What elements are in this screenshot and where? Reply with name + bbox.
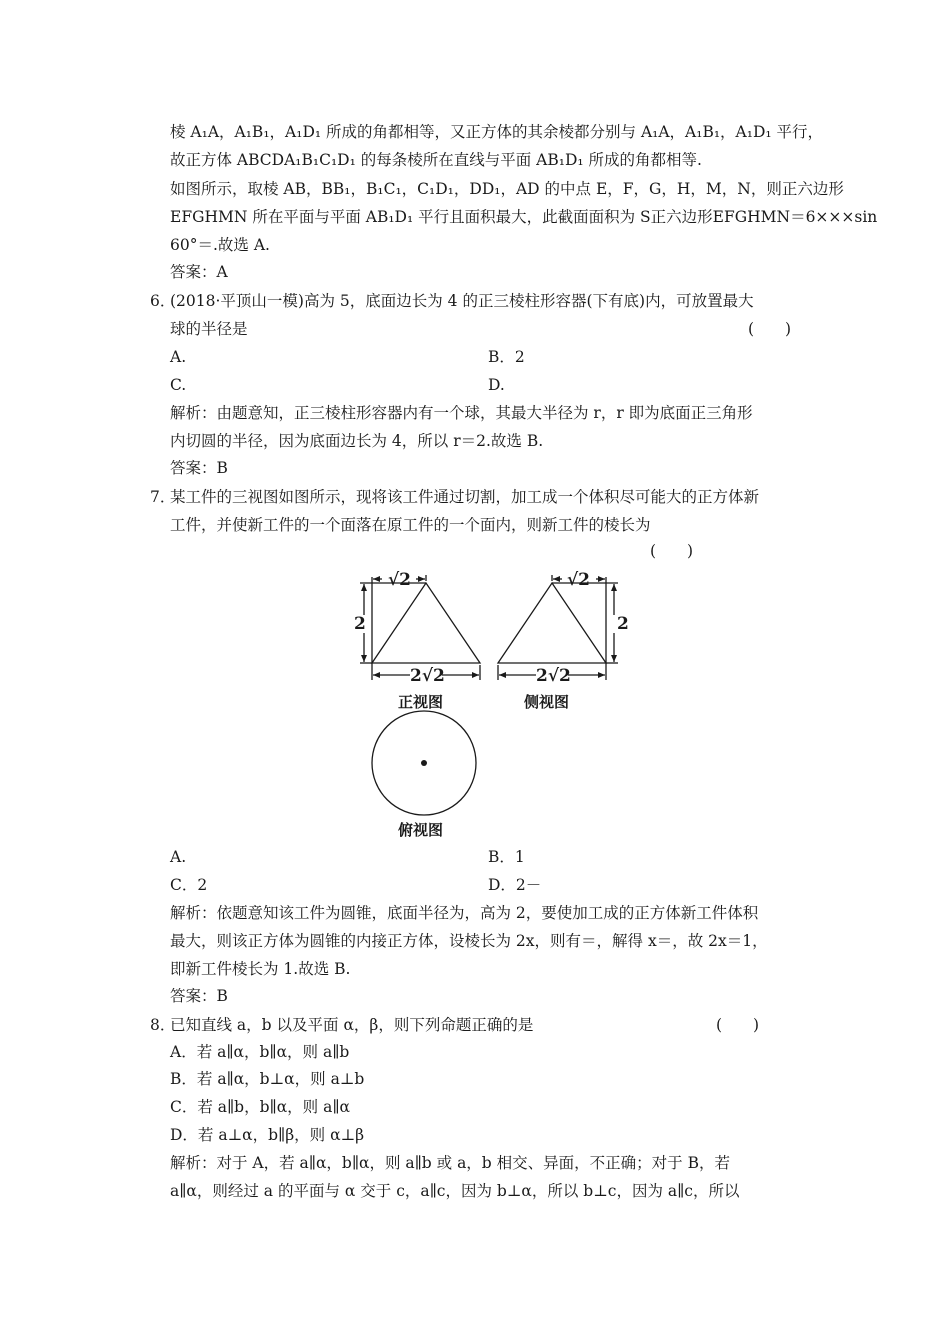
question-number: 7． [150, 488, 176, 506]
question-stem: 已知直线 a，b 以及平面 α，β，则下列命题正确的是 [170, 1016, 534, 1034]
question-stem: 工件，并使新工件的一个面落在原工件的一个面内，则新工件的棱长为 [170, 516, 651, 534]
option-c: C．2 [170, 876, 208, 894]
question-number: 6． [150, 292, 176, 310]
option-c: C. [170, 376, 187, 394]
question-stem: 某工件的三视图如图所示，现将该工件通过切割，加工成一个体积尽可能大的正方体新 [170, 488, 760, 506]
top-view-label: 俯视图 [398, 821, 444, 839]
analysis-line: 最大，则该正方体为圆锥的内接正方体，设棱长为 2x，则有＝，解得 x＝，故 2x＝1， [170, 932, 768, 950]
analysis-line: 即新工件棱长为 1.故选 B. [170, 960, 351, 978]
option-b: B．2 [488, 348, 525, 366]
front-view-label: 正视图 [398, 693, 444, 711]
analysis-line: 解析：由题意知，正三棱柱形容器内有一个球，其最大半径为 r，r 即为底面正三角形 [170, 404, 753, 422]
front-width-label: √2 [388, 570, 412, 590]
answer-line: 答案：B [170, 459, 228, 477]
solution-line: 故正方体 ABCDA₁B₁C₁D₁ 的每条棱所在直线与平面 AB₁D₁ 所成的角都相等. [170, 151, 702, 169]
answer-line: 答案：B [170, 987, 228, 1005]
analysis-line: a∥α，则经过 a 的平面与 α 交于 c，a∥c，因为 b⊥α，所以 b⊥c，因为 a∥c，所以 [170, 1182, 740, 1200]
option-b: B．1 [488, 848, 525, 866]
answer-line: 答案：A [170, 263, 228, 281]
analysis-line: 解析：依题意知该工件为圆锥，底面半径为，高为 2，要使加工成的正方体新工件体积 [170, 904, 759, 922]
option-d: D．2－ [488, 876, 542, 894]
solution-line: EFGHMN 所在平面与平面 AB₁D₁ 平行且面积最大，此截面面积为 S正六边形EFGHMN＝6×××sin [170, 208, 878, 226]
option-b: B．若 a∥α，b⊥α，则 a⊥b [170, 1070, 365, 1088]
three-view-figure [330, 565, 630, 845]
front-height-label: 2 [354, 614, 366, 634]
question-stem: 球的半径是 [170, 320, 248, 338]
answer-parentheses: ( ) [748, 320, 792, 338]
option-c: C．若 a∥b，b∥α，则 a∥α [170, 1098, 350, 1116]
side-width-label: √2 [567, 570, 591, 590]
option-a: A. [170, 848, 187, 866]
solution-line: 棱 A₁A，A₁B₁，A₁D₁ 所成的角都相等，又正方体的其余棱都分别与 A₁A，A₁B₁，A₁D₁ 平行， [170, 123, 824, 141]
solution-line: 如图所示，取棱 AB，BB₁，B₁C₁，C₁D₁，DD₁，AD 的中点 E，F，G，H，M，N，则正六边形 [170, 180, 844, 198]
side-base-label: 2√2 [536, 666, 571, 686]
answer-parentheses: ( ) [716, 1016, 760, 1034]
question-stem: (2018·平顶山一模)高为 5，底面边长为 4 的正三棱柱形容器(下有底)内，可放置最大 [170, 292, 754, 310]
analysis-line: 内切圆的半径，因为底面边长为 4，所以 r＝2.故选 B. [170, 432, 544, 450]
analysis-line: 解析：对于 A，若 a∥α，b∥α，则 a∥b 或 a，b 相交、异面，不正确；对于 B，若 [170, 1154, 730, 1172]
top-view-center-dot [421, 760, 427, 766]
side-view-label: 侧视图 [524, 693, 570, 711]
answer-parentheses: ( ) [650, 542, 694, 560]
front-view-triangle [372, 583, 480, 663]
option-d: D. [488, 376, 505, 394]
solution-line: 60°＝.故选 A. [170, 236, 270, 254]
question-number: 8． [150, 1016, 176, 1034]
option-a: A. [170, 348, 187, 366]
front-base-label: 2√2 [410, 666, 445, 686]
option-a: A．若 a∥α，b∥α，则 a∥b [170, 1043, 350, 1061]
side-height-label: 2 [617, 614, 629, 634]
option-d: D．若 a⊥α，b∥β，则 α⊥β [170, 1126, 365, 1144]
side-view-triangle [498, 583, 606, 663]
